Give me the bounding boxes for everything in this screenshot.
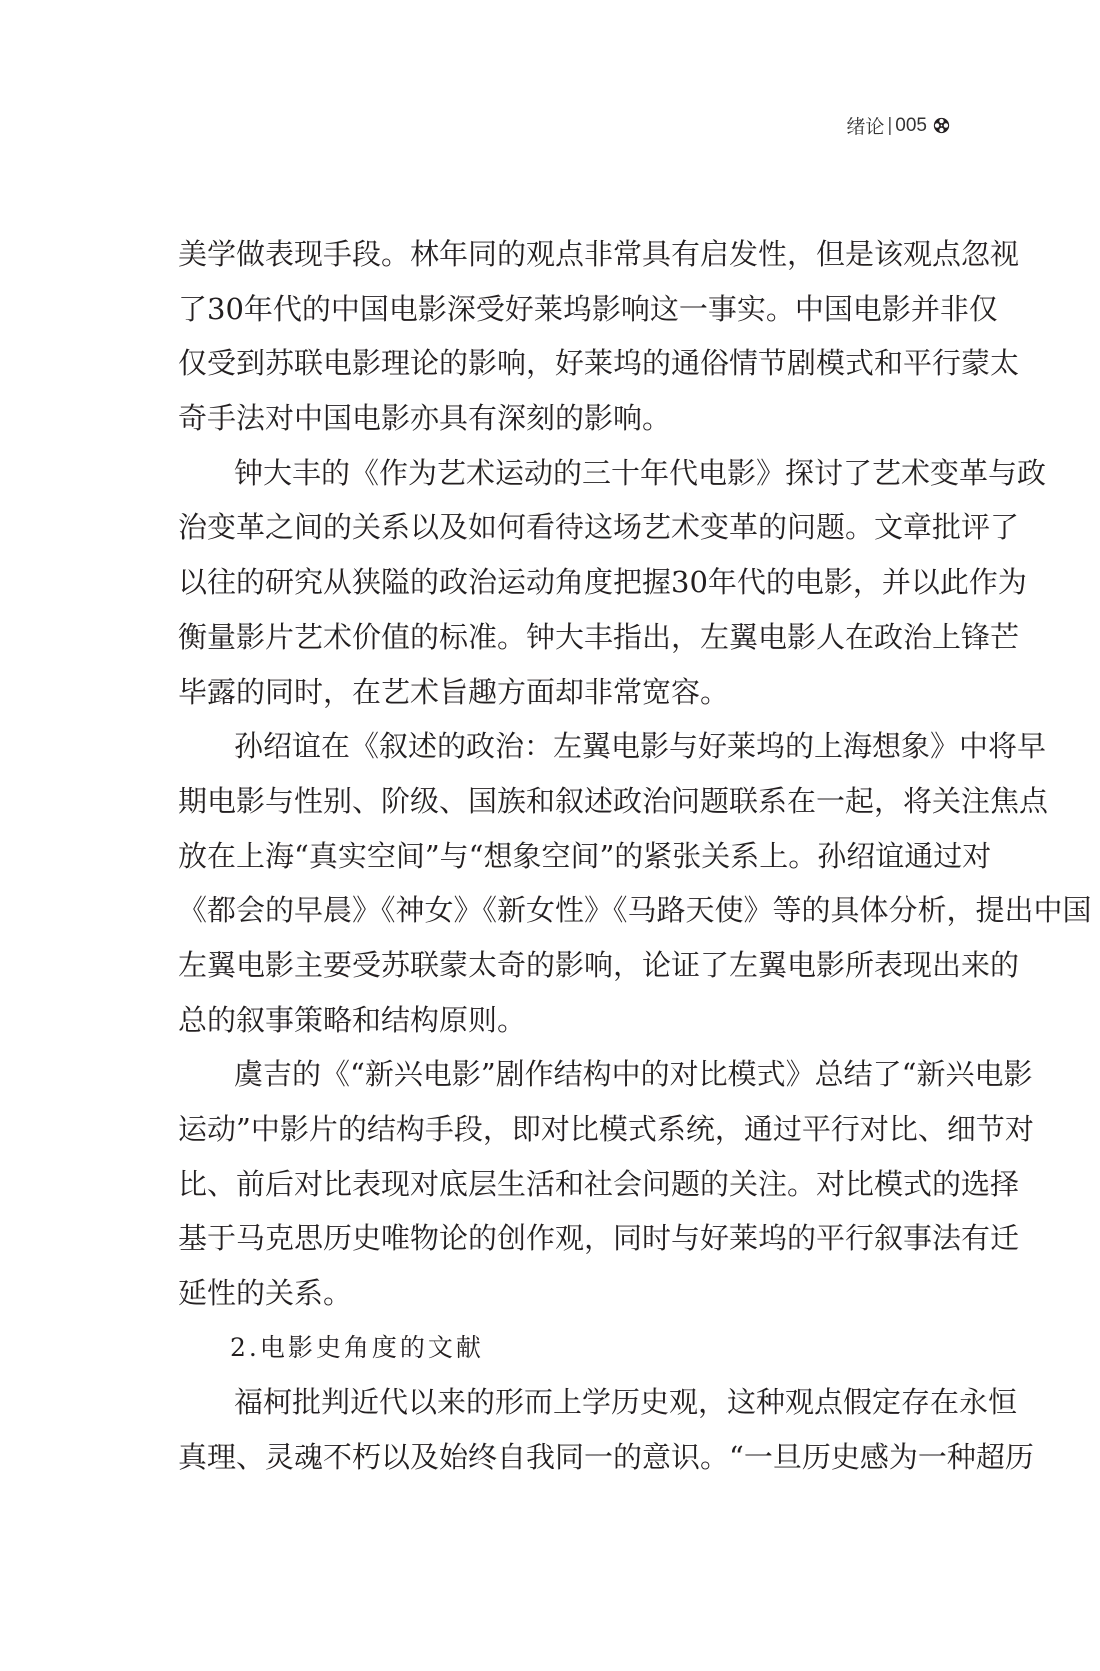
text-line: 运动”中影片的结构手段，即对比模式系统，通过平行对比、细节对 [178, 1112, 1034, 1146]
section-title: 绪论 [846, 117, 885, 138]
text-line: 以往的研究从狭隘的政治运动角度把握30年代的电影，并以此作为 [178, 565, 1027, 600]
text-line: 孙绍谊在《叙述的政治：左翼电影与好莱坞的上海想象》中将早 [234, 729, 1047, 764]
text-line: 左翼电影主要受苏联蒙太奇的影响，论证了左翼电影所表现出来的 [178, 947, 1020, 982]
text-line: 虞吉的《“新兴电影”剧作结构中的对比模式》总结了“新兴电影 [234, 1057, 1033, 1092]
film-reel-icon [933, 117, 950, 134]
text-line: 总的叙事策略和结构原则。 [178, 1002, 527, 1037]
text-line: 了30年代的中国电影深受好莱坞影响这一事实。中国电影并非仅 [178, 291, 998, 326]
text-line: 奇手法对中国电影亦具有深刻的影响。 [178, 401, 672, 436]
text-line: 仅受到苏联电影理论的影响，好莱坞的通俗情节剧模式和平行蒙太 [178, 346, 1020, 381]
text-line: 美学做表现手段。林年同的观点非常具有启发性，但是该观点忽视 [178, 237, 1020, 271]
text-line: 福柯批判近代以来的形而上学历史观，这种观点假定存在永恒 [234, 1385, 1018, 1420]
running-header [846, 112, 950, 139]
text-line: 比、前后对比表现对底层生活和社会问题的关注。对比模式的选择 [178, 1166, 1020, 1201]
text-line: 钟大丰的《作为艺术运动的三十年代电影》探讨了艺术变革与政 [234, 455, 1047, 490]
body-text [178, 232, 1092, 1490]
page-number: 005 [895, 114, 927, 136]
header-separator: | [887, 114, 893, 136]
text-line: 放在上海“真实空间”与“想象空间”的紧张关系上。孙绍谊通过对 [178, 838, 992, 873]
text-line: 毕露的同时，在艺术旨趣方面却非常宽容。 [178, 674, 730, 709]
text-line: 治变革之间的关系以及如何看待这场艺术变革的问题。文章批评了 [178, 510, 1020, 545]
text-line: 延性的关系。 [178, 1276, 353, 1311]
text-line: 衡量影片艺术价值的标准。钟大丰指出，左翼电影人在政治上锋芒 [178, 619, 1020, 654]
text-line: 期电影与性别、阶级、国族和叙述政治问题联系在一起，将关注焦点 [178, 783, 1049, 818]
text-line: 《都会的早晨》《神女》《新女性》《马路天使》等的具体分析，提出中国 [178, 893, 1092, 928]
text-line: 真理、灵魂不朽以及始终自我同一的意识。“一旦历史感为一种超历 [178, 1440, 1034, 1475]
text-line: 基于马克思历史唯物论的创作观，同时与好莱坞的平行叙事法有迁 [178, 1221, 1020, 1256]
section-heading: 2.电影史角度的文献 [230, 1332, 484, 1362]
